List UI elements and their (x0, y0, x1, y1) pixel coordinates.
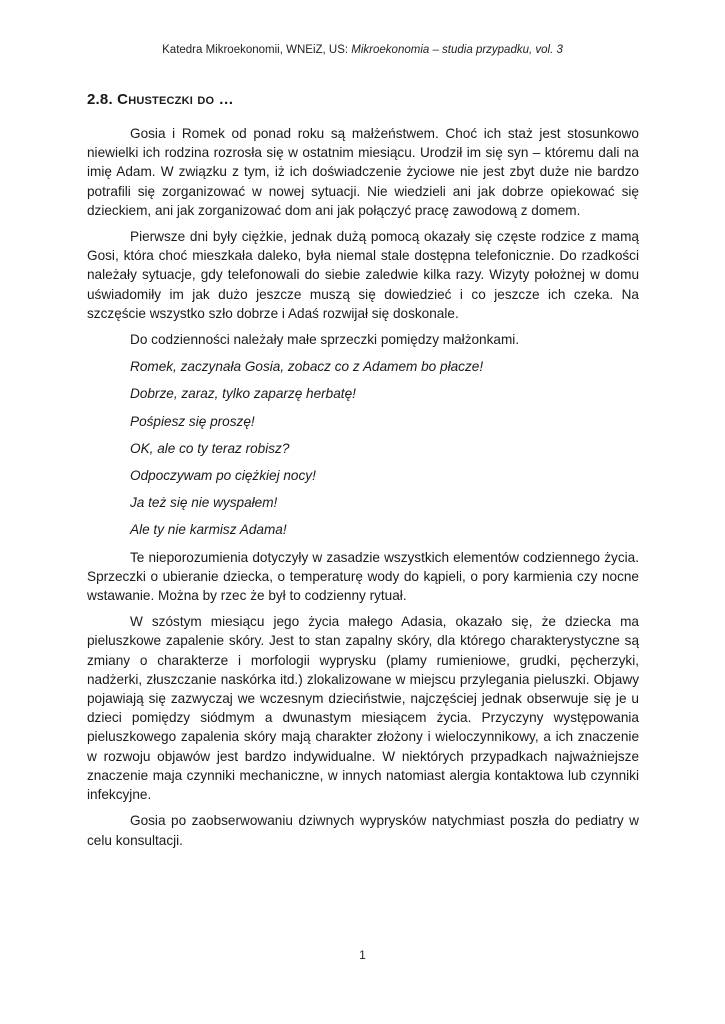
paragraph-3: Te nieporozumienia dotyczyły w zasadzie wszystkich elementów codziennego życia. Sprzeczki o ubieranie dziecka, o temperaturę wody do kąpieli, o pory karmienia czy nocne wstawanie. Można by rzec że był to codzienny rytuał. (87, 549, 639, 604)
dialog-line-7: Ale ty nie karmisz Adama! (130, 522, 287, 538)
dialog-line-6: Ja też się nie wyspałem! (130, 495, 278, 511)
header-prefix: Katedra Mikroekonomii, WNEiZ, US: (162, 44, 352, 56)
dialog-line-1: Romek, zaczynała Gosia, zobacz co z Adamem bo płacze! (130, 359, 484, 375)
paragraph-5: Gosia po zaobserwowaniu dziwnych wyprysków natychmiast poszła do pediatry w celu konsultacji. (87, 813, 639, 848)
section-title: 2.8. Chusteczki do … (87, 91, 234, 108)
header-publication: Mikroekonomia – studia przypadku, vol. 3 (351, 44, 563, 56)
dialog-line-2: Dobrze, zaraz, tylko zaparzę herbatę! (130, 386, 356, 402)
paragraph-1: Gosia i Romek od ponad roku są małżeństwem. Choć ich staż jest stosunkowo niewielki ich rodzina rozrosła się w ostatnim miesiącu. Urodził im się syn – któremu dali na imię Adam. W związku z tym, iż ich doświadczenie życiowe nie jest zbyt duże nie bardzo potrafili się zorganizować w nowej sytuacji. Nie wiedzieli ani jak dobrze opiekować się dzieckiem, ani jak zorganizować dom ani jak połączyć pracę zawodową z domem. (87, 126, 639, 218)
dialog-intro: Do codzienności należały małe sprzeczki pomiędzy małżonkami. (130, 332, 520, 348)
dialog-line-4: OK, ale co ty teraz robisz? (130, 440, 290, 456)
paragraph-2: Pierwsze dni były ciężkie, jednak dużą pomocą okazały się częste rodzice z mamą Gosi, która choć mieszkała daleko, była niemal stale dostępna telefonicznie. Do rzadkości należały sytuacje, gdy telefonowali do siebie zaledwie kilka razy. Wizyty położnej w domu uświadomiły im jak dużo jeszcze muszą się dowiedzieć i co jeszcze ich czeka. Na szczęście wszystko szło dobrze i Adaś rozwijał się doskonale. (87, 229, 639, 321)
dialog-line-3: Pośpiesz się proszę! (130, 413, 255, 429)
dialog-line-5: Odpoczywam po ciężkiej nocy! (130, 468, 316, 484)
paragraph-4: W szóstym miesiącu jego życia małego Adasia, okazało się, że dziecka ma pieluszkowe zapalenie skóry. Jest to stan zapalny skóry, dla którego charakterystyczne są zmiany o charakterze i morfologii wyprysku (plamy rumieniowe, grudki, pęcherzyki, nadżerki, złuszczanie naskórka itd.) zlokalizowane w miejscu przylegania pieluszki. Objawy pojawiają się zazwyczaj we wczesnym dzieciństwie, najczęściej jednak obserwuje się je u dzieci pomiędzy siódmym a dwunastym miesiącem życia. Przyczyny występowania pieluszkowego zapalenia skóry mają charakter złożony i wieloczynnikowy, a ich znaczenie w rozwoju objawów jest bardzo indywidualne. W niektórych przypadkach najważniejsze znaczenie maja czynniki mechaniczne, w innych natomiast alergia kontaktowa lub czynniki infekcyjne. (87, 614, 639, 803)
running-header (87, 44, 638, 56)
page-number: 1 (359, 948, 366, 962)
document-body (87, 124, 639, 857)
